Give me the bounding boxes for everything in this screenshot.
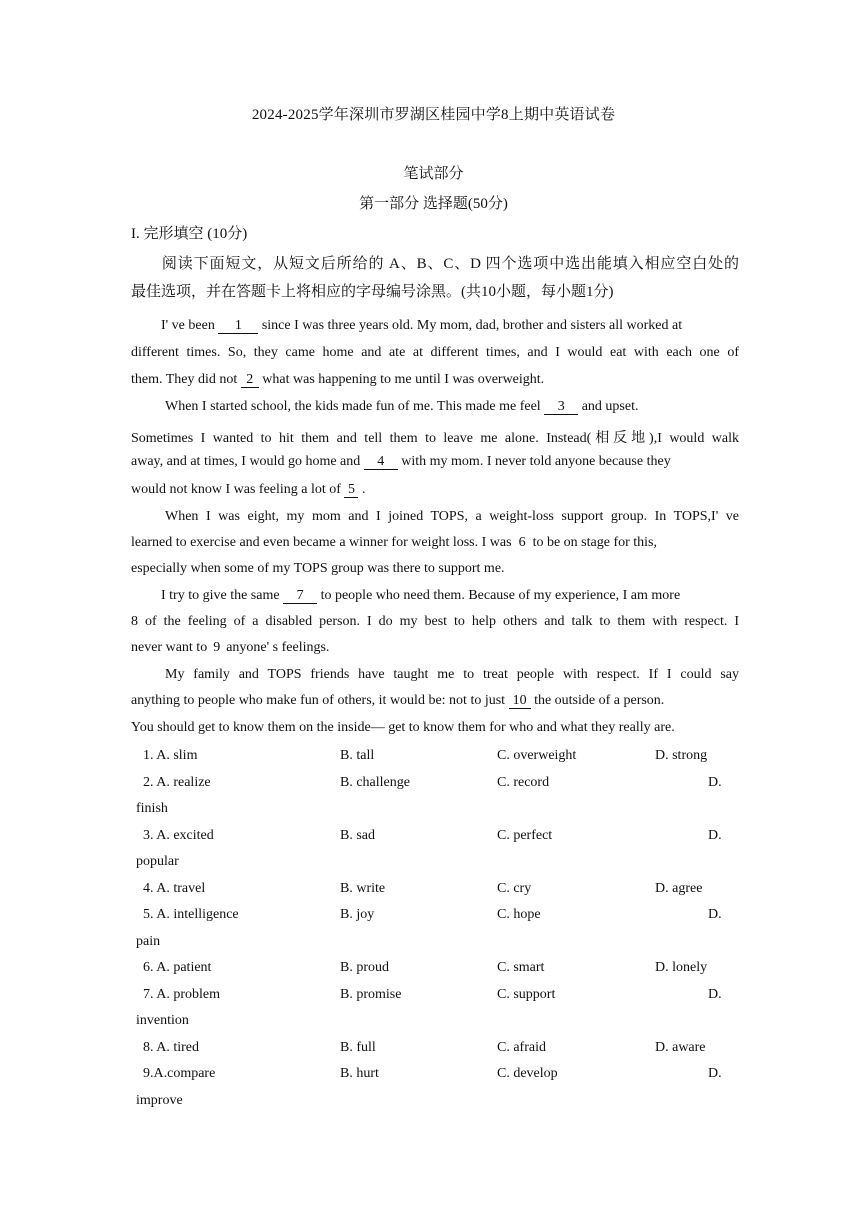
passage-line: When I was eight, my mom and I joined TOPS, a weight-loss support group. In TOPS,I' ve xyxy=(165,509,739,524)
passage-line: different times. So, they came home and ate at different times, and I would eat with each one of xyxy=(131,345,739,360)
option-9-a: 9.A.compare xyxy=(143,1066,216,1081)
option-1-b: B. tall xyxy=(340,748,375,763)
option-7-c: C. support xyxy=(497,986,556,1002)
blank-9: 9 xyxy=(213,640,221,655)
option-4-c: C. cry xyxy=(497,880,532,896)
passage-line: You should get to know them on the inside— get to know them for who and what they really are. xyxy=(131,720,675,735)
option-3-c: C. perfect xyxy=(497,827,553,843)
option-7-d-continued: invention xyxy=(136,1013,189,1028)
option-4-b: B. write xyxy=(340,880,386,896)
option-5-b: B. joy xyxy=(340,907,375,922)
option-2-c: C. record xyxy=(497,774,550,790)
option-1-d: D. strong xyxy=(655,748,708,763)
option-7-b: B. promise xyxy=(340,986,402,1002)
section-instructions xyxy=(131,250,739,306)
option-6-a: 6. A. patient xyxy=(143,960,212,975)
passage-line: anything to people who make fun of others, it would be: not to just 10 the outside of a person. xyxy=(131,693,665,708)
passage-line: Sometimes I wanted to hit them and tell them to leave me alone. Instead(相反地),I would walk xyxy=(131,431,739,446)
option-8-d: D. aware xyxy=(655,1039,706,1055)
option-4-a: 4. A. travel xyxy=(143,880,206,896)
passage-line: learned to exercise and even became a winner for weight loss. I was 6 to be on stage for this, xyxy=(131,535,657,550)
section-label: I. 完形填空 (10分) xyxy=(131,226,248,242)
option-7-d: D. xyxy=(708,986,722,1002)
option-2-d: D. xyxy=(708,774,722,790)
passage-line: I' ve been 1 since I was three years old. My mom, dad, brother and sisters all worked at xyxy=(161,318,683,333)
option-8-c: C. afraid xyxy=(497,1039,546,1055)
option-6-b: B. proud xyxy=(340,960,389,975)
option-8-a: 8. A. tired xyxy=(143,1039,199,1055)
option-1-c: C. overweight xyxy=(497,748,577,763)
blank-5: 5 xyxy=(344,482,358,498)
blank-4: 4 xyxy=(364,454,398,470)
instruction-line-2: 最佳选项，并在答题卡上将相应的字母编号涂黑。(共10小题，每小题1分) xyxy=(131,284,614,300)
option-2-d-continued: finish xyxy=(136,801,168,816)
option-3-a: 3. A. excited xyxy=(143,827,214,843)
option-4-d: D. agree xyxy=(655,880,703,896)
option-9-c: C. develop xyxy=(497,1066,558,1081)
exam-title: 2024-2025学年深圳市罗湖区桂园中学8上期中英语试卷 xyxy=(251,107,616,123)
option-3-d: D. xyxy=(708,827,722,843)
blank-6: 6 xyxy=(518,535,526,550)
passage-line: My family and TOPS friends have taught me to treat people with respect. If I could say xyxy=(165,667,739,682)
section-title: 第一部分 选择题(50分) xyxy=(359,196,508,212)
passage-line: 8 of the feeling of a disabled person. I do my best to help others and talk to them with respect. I xyxy=(131,614,739,629)
option-2-b: B. challenge xyxy=(340,774,410,790)
instruction-line-1: 阅读下面短文，从短文后所给的 A、B、C、D 四个选项中选出能填入相应空白处的 xyxy=(161,256,739,272)
passage-line: never want to 9 anyone' s feelings. xyxy=(131,640,330,655)
passage-line: I try to give the same 7 to people who need them. Because of my experience, I am more xyxy=(161,588,681,603)
part-title: 笔试部分 xyxy=(403,166,464,182)
blank-1: 1 xyxy=(218,318,258,334)
blank-2: 2 xyxy=(241,372,259,388)
option-3-b: B. sad xyxy=(340,827,375,843)
blank-7: 7 xyxy=(283,588,317,604)
option-5-d-continued: pain xyxy=(136,933,161,949)
passage-line: especially when some of my TOPS group was there to support me. xyxy=(131,561,505,576)
passage-line: would not know I was feeling a lot of 5 . xyxy=(131,482,366,497)
passage-line: When I started school, the kids made fun of me. This made me feel 3 and upset. xyxy=(165,399,639,414)
option-9-b: B. hurt xyxy=(340,1066,379,1081)
option-3-d-continued: popular xyxy=(136,854,179,869)
passage-line: them. They did not 2 what was happening to me until I was overweight. xyxy=(131,372,545,387)
option-9-d: D. xyxy=(708,1066,722,1081)
option-5-a: 5. A. intelligence xyxy=(143,907,239,922)
option-1-a: 1. A. slim xyxy=(143,748,198,763)
option-9-d-continued: improve xyxy=(136,1092,183,1108)
passage-line: away, and at times, I would go home and 4 with my mom. I never told anyone because they xyxy=(131,454,671,469)
blank-3: 3 xyxy=(544,399,578,415)
option-6-c: C. smart xyxy=(497,960,545,975)
option-6-d: D. lonely xyxy=(655,960,708,975)
option-8-b: B. full xyxy=(340,1039,376,1055)
blank-10: 10 xyxy=(509,693,531,709)
option-7-a: 7. A. problem xyxy=(143,986,220,1002)
option-5-c: C. hope xyxy=(497,907,541,922)
option-5-d: D. xyxy=(708,907,722,922)
option-2-a: 2. A. realize xyxy=(143,774,211,790)
